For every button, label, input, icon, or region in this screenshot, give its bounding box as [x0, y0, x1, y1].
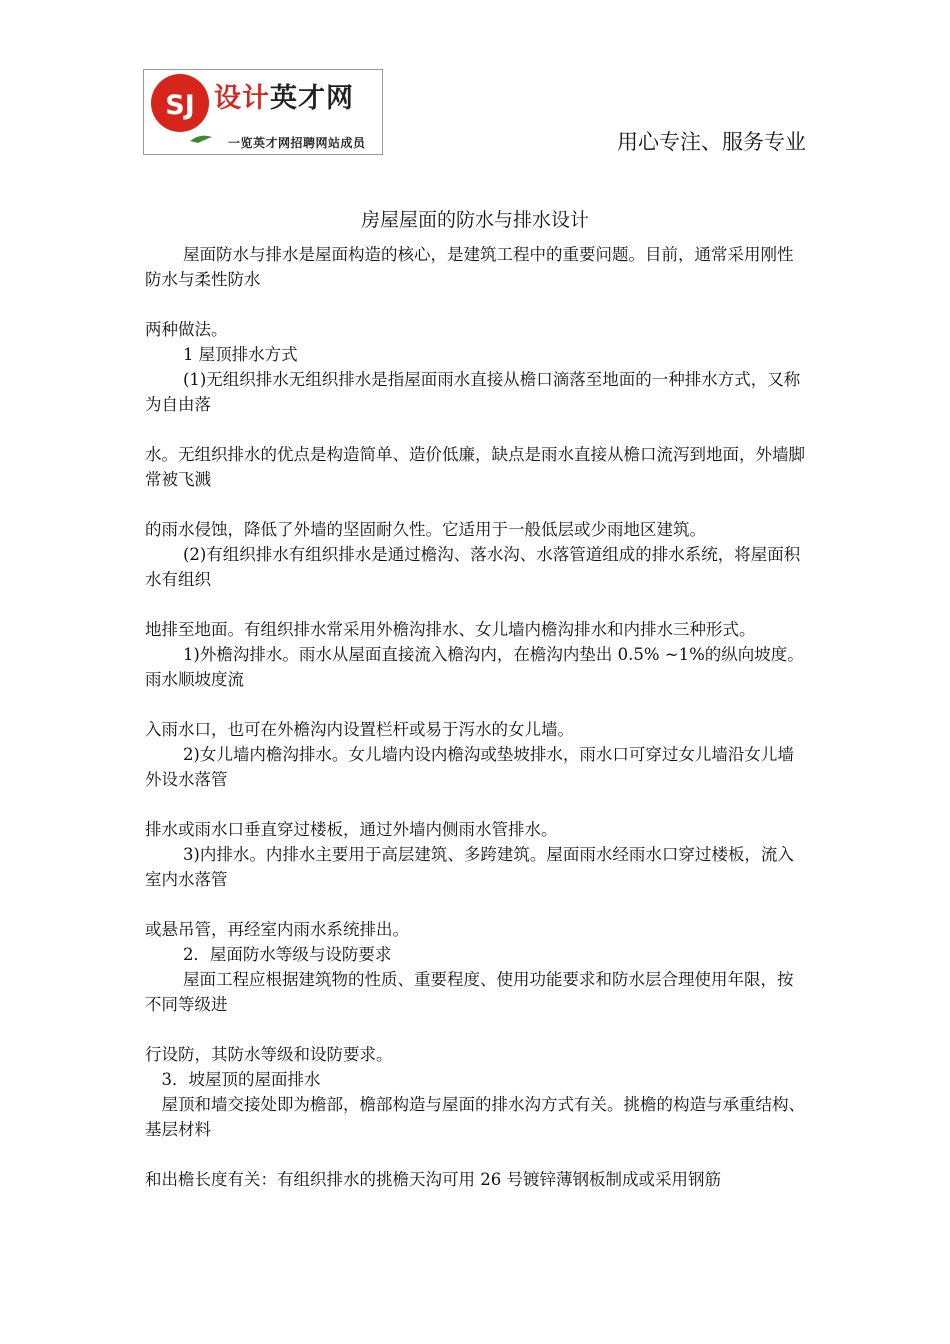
logo-name	[214, 76, 354, 115]
document-body	[145, 242, 807, 1192]
paragraph: 3)内排水。内排水主要用于高层建筑、多跨建筑。屋面雨水经雨水口穿过楼板，流入室内水落管	[145, 845, 794, 889]
paragraph: 屋面防水与排水是屋面构造的核心，是建筑工程中的重要问题。目前，通常采用刚性防水与柔性防水	[145, 245, 794, 289]
paragraph: 排水或雨水口垂直穿过楼板，通过外墙内侧雨水管排水。	[145, 820, 558, 839]
paragraph: 屋顶和墙交接处即为檐部，檐部构造与屋面的排水沟方式有关。挑檐的构造与承重结构、基层材料	[145, 1095, 805, 1139]
header-slogan: 用心专注、服务专业	[617, 130, 806, 154]
paragraph: 1)外檐沟排水。雨水从屋面直接流入檐沟内，在檐沟内垫出 0.5% ~1%的纵向坡度。雨水顺坡度流	[145, 645, 804, 689]
paragraph: 入雨水口，也可在外檐沟内设置栏杆或易于泻水的女儿墙。	[145, 720, 574, 739]
paragraph: 屋面工程应根据建筑物的性质、重要程度、使用功能要求和防水层合理使用年限，按不同等级进	[145, 970, 794, 1014]
paragraph: 2)女儿墙内檐沟排水。女儿墙内设内檐沟或垫坡排水，雨水口可穿过女儿墙沿女儿墙外设水落管	[145, 745, 794, 789]
paragraph: (2)有组织排水有组织排水是通过檐沟、落水沟、水落管道组成的排水系统，将屋面积水有组织	[145, 545, 801, 589]
paragraph: 地排至地面。有组织排水常采用外檐沟排水、女儿墙内檐沟排水和内排水三种形式。	[145, 620, 756, 639]
paragraph: (1)无组织排水无组织排水是指屋面雨水直接从檐口滴落至地面的一种排水方式，又称为自由落	[145, 370, 801, 414]
section-heading: 1 屋顶排水方式	[182, 345, 298, 364]
paragraph: 和出檐长度有关：有组织排水的挑檐天沟可用 26 号镀锌薄钢板制成或采用钢筋	[145, 1170, 721, 1189]
leaf-icon	[190, 136, 212, 143]
paragraph: 行设防，其防水等级和设防要求。	[145, 1045, 393, 1064]
paragraph: 水。无组织排水的优点是构造简单、造价低廉，缺点是雨水直接从檐口流泻到地面，外墙脚常被飞溅	[145, 445, 805, 489]
paragraph: 的雨水侵蚀，降低了外墙的坚固耐久性。它适用于一般低层或少雨地区建筑。	[145, 520, 706, 539]
logo-mark: SJ	[165, 90, 195, 121]
logo-tagline: 一览英才网招聘网站成员	[228, 136, 366, 150]
section-heading: 3．坡屋顶的屋面排水	[161, 1070, 321, 1089]
site-logo[interactable]	[143, 69, 383, 155]
paragraph: 两种做法。	[145, 320, 228, 339]
paragraph: 或悬吊管，再经室内雨水系统排出。	[145, 920, 409, 939]
section-heading: 2．屋面防水等级与设防要求	[182, 945, 392, 964]
document-title: 房屋屋面的防水与排水设计	[360, 209, 589, 231]
logo-name-red: 设计	[214, 83, 270, 114]
logo-name-dark: 英才网	[270, 83, 354, 114]
